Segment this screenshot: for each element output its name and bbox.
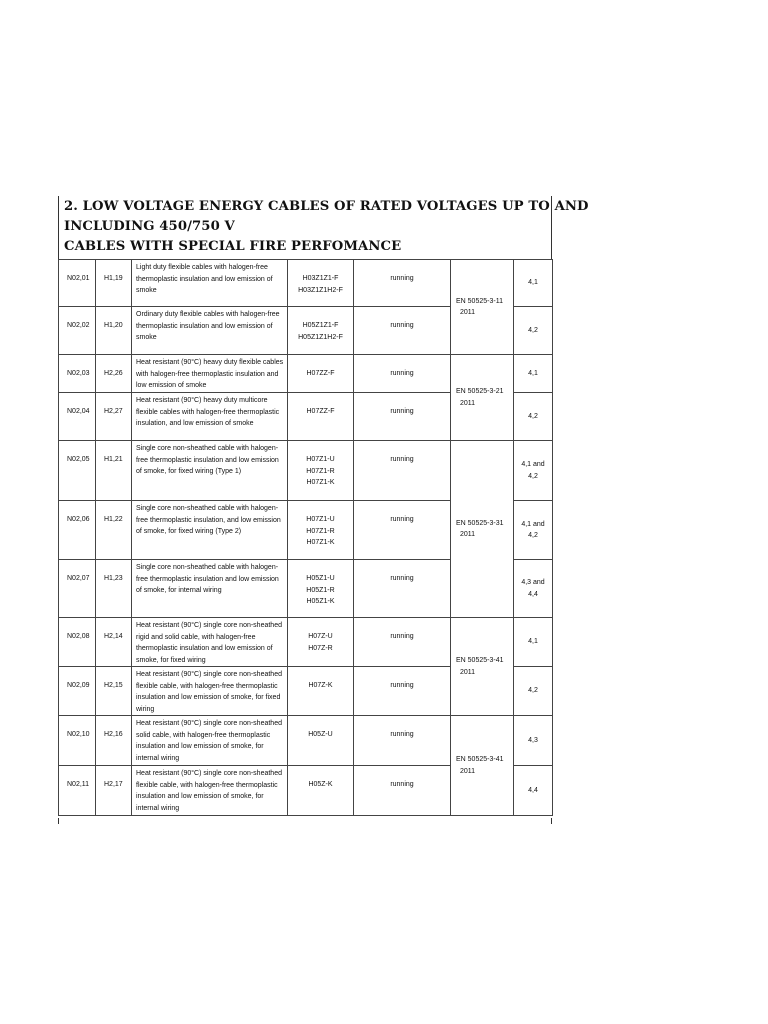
cable-type-cell xyxy=(288,766,354,816)
cable-type-designation: H07ZZ-F xyxy=(306,408,335,415)
clause-cell: 4,3 xyxy=(514,716,553,766)
status-cell: running xyxy=(354,716,451,766)
cable-code-cell: N02,02 xyxy=(59,307,96,355)
standard-cell xyxy=(451,618,514,716)
cable-type-cell xyxy=(288,260,354,307)
cable-type-designation: H07ZZ-F xyxy=(306,370,335,377)
cable-code-cell: N02,05 xyxy=(59,441,96,501)
document-page xyxy=(58,196,589,816)
cable-type-designation: H07Z1-U xyxy=(306,456,335,463)
clause-cell: 4,1 xyxy=(514,355,553,393)
table-bottom-border xyxy=(58,818,552,824)
cable-type-designation: H07Z-R xyxy=(308,644,333,652)
cable-code-cell: N02,11 xyxy=(59,766,96,816)
heading-line-3: CABLES WITH SPECIAL FIRE PERFOMANCE xyxy=(64,239,402,254)
clause-cell: 4,4 xyxy=(514,766,553,816)
cable-description-cell: Heat resistant (90°C) heavy duty multicore flexible cables with halogen-free thermoplastic insulation, and low emission of smoke xyxy=(132,393,288,441)
status-cell: running xyxy=(354,560,451,618)
standard-year: 2011 xyxy=(460,531,476,538)
cable-type-designation: H07Z1-R xyxy=(306,527,335,535)
cable-standards-table xyxy=(58,259,553,816)
cable-description-cell: Single core non-sheathed cable with halogen-free thermoplastic insulation and low emission of smoke, for fixed wiring (Type 1) xyxy=(132,441,288,501)
cable-type-designation: H07Z1-K xyxy=(306,539,335,546)
table-row xyxy=(59,355,553,393)
cable-type-designation: H07Z1-K xyxy=(306,479,335,486)
standard-name: EN 50525-3-21 xyxy=(456,388,504,395)
status-cell: running xyxy=(354,618,451,667)
cable-type-cell xyxy=(288,307,354,355)
cable-description-cell: Heat resistant (90°C) single core non-sheathed rigid and solid cable, with halogen-free thermoplastic insulation and low emission of smoke, for fixed wiring xyxy=(132,618,288,667)
cable-type-designation: H07Z1-R xyxy=(306,467,335,475)
cable-type-designation: H05Z1Z1-F xyxy=(302,322,339,329)
table-row xyxy=(59,618,553,667)
cable-code-cell: N02,03 xyxy=(59,355,96,393)
harmonised-ref-cell: H2,14 xyxy=(96,618,132,667)
status-cell: running xyxy=(354,441,451,501)
table-row xyxy=(59,441,553,501)
cable-description-cell: Single core non-sheathed cable with halogen-free thermoplastic insulation and low emission of smoke, for internal wiring xyxy=(132,560,288,618)
cable-description-cell: Heat resistant (90°C) single core non-sheathed solid cable, with halogen-free thermoplastic insulation and low emission of smoke, for internal wiring xyxy=(132,716,288,766)
harmonised-ref-cell: H2,16 xyxy=(96,716,132,766)
cable-description-cell: Single core non-sheathed cable with halogen-free thermoplastic insulation, and low emission of smoke, for fixed wiring (Type 2) xyxy=(132,501,288,560)
standard-cell xyxy=(451,355,514,441)
harmonised-ref-cell: H1,22 xyxy=(96,501,132,560)
standard-name: EN 50525-3-41 xyxy=(456,756,504,763)
heading-line-2: INCLUDING 450/750 V xyxy=(64,219,235,234)
cable-type-designation: H05Z-K xyxy=(308,781,333,788)
table-row xyxy=(59,716,553,766)
standard-name: EN 50525-3-11 xyxy=(456,297,503,305)
cable-type-designation: H07Z1-U xyxy=(306,516,335,523)
cable-type-cell xyxy=(288,393,354,441)
harmonised-ref-cell: H2,15 xyxy=(96,667,132,716)
heading-line-1: 2. LOW VOLTAGE ENERGY CABLES OF RATED VOLTAGES UP TO AND xyxy=(64,199,589,214)
cable-type-cell xyxy=(288,618,354,667)
cable-type-designation: H05Z1Z1H2-F xyxy=(298,333,343,341)
cable-code-cell: N02,07 xyxy=(59,560,96,618)
cable-code-cell: N02,10 xyxy=(59,716,96,766)
cable-type-designation: H05Z1-K xyxy=(306,598,335,605)
clause-cell: 4,2 xyxy=(514,667,553,716)
clause-cell: 4,2 xyxy=(514,393,553,441)
cable-type-cell xyxy=(288,560,354,618)
standard-year: 2011 xyxy=(460,309,476,316)
cable-type-designation: H05Z1-U xyxy=(306,575,335,582)
standard-cell xyxy=(451,716,514,816)
harmonised-ref-cell: H1,20 xyxy=(96,307,132,355)
cable-code-cell: N02,01 xyxy=(59,260,96,307)
harmonised-ref-cell: H2,27 xyxy=(96,393,132,441)
cable-type-cell xyxy=(288,716,354,766)
standard-year: 2011 xyxy=(460,767,476,775)
standard-cell xyxy=(451,260,514,355)
cable-description-cell: Ordinary duty flexible cables with halogen-free thermoplastic insulation and low emission of smoke xyxy=(132,307,288,355)
cable-type-designation: H05Z1-R xyxy=(306,586,335,594)
cable-type-cell xyxy=(288,667,354,716)
cable-type-cell xyxy=(288,355,354,393)
standard-cell xyxy=(451,441,514,618)
status-cell: running xyxy=(354,393,451,441)
standard-name: EN 50525-3-41 xyxy=(456,657,504,664)
cable-code-cell: N02,04 xyxy=(59,393,96,441)
clause-cell: 4,2 xyxy=(514,307,553,355)
status-cell: running xyxy=(354,501,451,560)
status-cell: running xyxy=(354,307,451,355)
standard-name: EN 50525-3-31 xyxy=(456,519,504,527)
cable-type-designation: H03Z1Z1-F xyxy=(302,275,339,282)
cable-description-cell: Heat resistant (90°C) single core non-sheathed flexible cable, with halogen-free thermoplastic insulation and low emission of smoke, for fixed wiring xyxy=(132,667,288,716)
cable-type-cell xyxy=(288,441,354,501)
clause-cell: 4,1 xyxy=(514,618,553,667)
clause-cell: 4,3 and 4,4 xyxy=(514,560,553,618)
section-heading xyxy=(58,196,589,259)
cable-type-designation: H07Z-K xyxy=(308,682,333,689)
status-cell: running xyxy=(354,667,451,716)
status-cell: running xyxy=(354,355,451,393)
cable-description-cell: Heat resistant (90°C) single core non-sheathed flexible cable, with halogen-free thermoplastic insulation and low emission of smoke, for internal wiring xyxy=(132,766,288,816)
harmonised-ref-cell: H2,17 xyxy=(96,766,132,816)
clause-cell: 4,1 and 4,2 xyxy=(514,441,553,501)
cable-description-cell: Heat resistant (90°C) heavy duty flexible cables with halogen-free thermoplastic insulation and low emission of smoke xyxy=(132,355,288,393)
cable-description-cell: Light duty flexible cables with halogen-free thermoplastic insulation and low emission of smoke xyxy=(132,260,288,307)
harmonised-ref-cell: H1,21 xyxy=(96,441,132,501)
standard-year: 2011 xyxy=(460,668,476,676)
cable-type-designation: H07Z-U xyxy=(308,633,333,640)
status-cell: running xyxy=(354,766,451,816)
cable-type-designation: H05Z-U xyxy=(308,731,333,738)
cable-code-cell: N02,09 xyxy=(59,667,96,716)
table-row xyxy=(59,260,553,307)
cable-type-cell xyxy=(288,501,354,560)
harmonised-ref-cell: H1,19 xyxy=(96,260,132,307)
clause-cell: 4,1 and 4,2 xyxy=(514,501,553,560)
standard-year: 2011 xyxy=(460,399,476,407)
status-cell: running xyxy=(354,260,451,307)
cable-code-cell: N02,06 xyxy=(59,501,96,560)
clause-cell: 4,1 xyxy=(514,260,553,307)
harmonised-ref-cell: H2,26 xyxy=(96,355,132,393)
cable-code-cell: N02,08 xyxy=(59,618,96,667)
harmonised-ref-cell: H1,23 xyxy=(96,560,132,618)
cable-type-designation: H03Z1Z1H2-F xyxy=(298,286,343,294)
